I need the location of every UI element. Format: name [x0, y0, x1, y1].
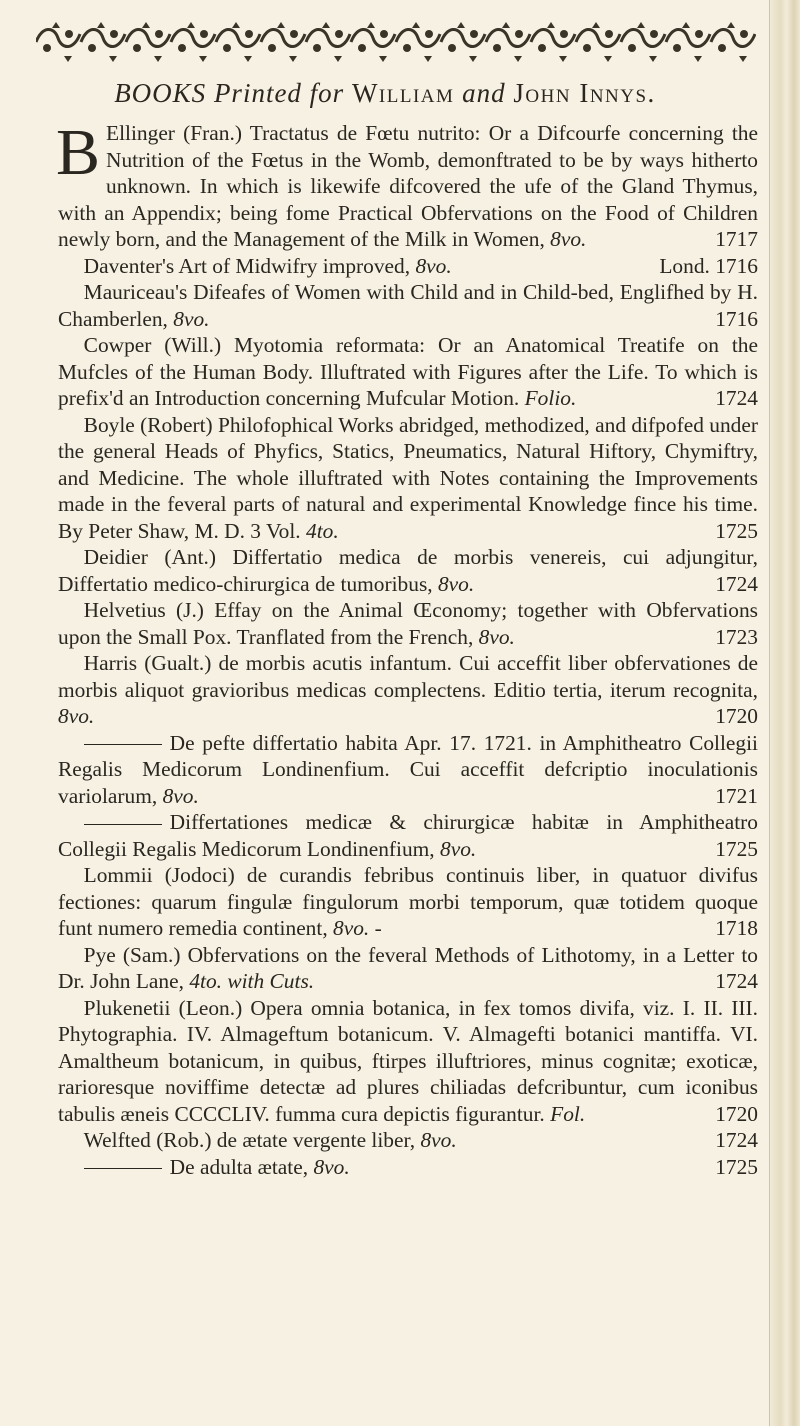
- book-entry: Boyle (Robert) Philofophical Works abridged, methodized, and difpofed under the general Heads of Phyfics, Statics, Pneumatics, Natural Hiftory, Chymiftry, and Medicine. The whole illuftrated with Notes containing the Improvements made in the feveral parts of natural and experimental Knowledge fince his time. By Peter Shaw, M. D. 3 Vol. 4to. 1725: [58, 412, 758, 543]
- book-entry: Welfted (Rob.) de ætate vergente liber, 8vo. 1724: [83, 1128, 758, 1152]
- ornament-border: [36, 20, 756, 64]
- book-entry: Plukenetii (Leon.) Opera omnia botanica, in fex tomos divifa, viz. I. II. III. Phytographia. IV. Almageftum botanicum. V. Almagefti botanici mantiffa. VI. Amaltheum botanicum, in quibus, ftirpes illuftriores, minus cognitæ; exoticæ, rarioresque noviffime detectæ ad plures chiliadas defcribuntur, cum iconibus tabulis æneis CCCCLIV. fumma cura depictis figurantur. Fol. 1720: [58, 995, 758, 1126]
- book-entry: Deidier (Ant.) Differtatio medica de morbis venereis, cui adjungitur, Differtatio medico-chirurgica de tumoribus, 8vo. 1724: [58, 545, 758, 596]
- book-entry: Lommii (Jodoci) de curandis febribus continuis liber, in quatuor divifus fectiones: quarum fingulæ fingulorum morbi temporum, quæ totidem quoque funt numero remedia continent, 8vo. - 1718: [58, 863, 758, 940]
- ditto-dash: [84, 1168, 162, 1169]
- book-entry: Cowper (Will.) Myotomia reformata: Or an Anatomical Treatife on the Mufcles of the Human Body. Illuftrated with Figures after the Life. To which is prefix'd an Introduction concerning Mufcular Motion. Folio. 1724: [58, 333, 758, 410]
- book-entry: Differtationes medicæ & chirurgicæ habitæ in Amphitheatro Collegii Regalis Medicorum Londinenfium, 8vo. 1725: [58, 810, 758, 861]
- book-entry: B Ellinger (Fran.) Tractatus de Fœtu nutrito: Or a Difcourfe concerning the Nutrition of the Fœtus in the Womb, demonftrated to be by ways hitherto unknown. In which is likewife difcovered the ufe of the Gland Thymus, with an Appendix; being fome Practical Obfervations on the Food of Children newly born, and the Management of the Milk in Women, 8vo. 1717: [56, 116, 758, 251]
- book-entry: Mauriceau's Difeafes of Women with Child and in Child-bed, Englifhed by H. Chamberlen, 8vo. 1716: [58, 280, 758, 331]
- book-entry: Harris (Gualt.) de morbis acutis infantum. Cui acceffit liber obfervationes de morbis aliquot gravioribus medicas complectens. Editio tertia, iterum recognita, 8vo. 1720: [58, 651, 758, 728]
- book-entry: Pye (Sam.) Obfervations on the feveral Methods of Lithotomy, in a Letter to Dr. John Lane, 4to. with Cuts. 1724: [58, 942, 758, 993]
- book-entry: Helvetius (J.) Effay on the Animal Œconomy; together with Obfervations upon the Small Pox. Tranflated from the French, 8vo. 1723: [58, 598, 758, 649]
- page-edge: [769, 0, 800, 1426]
- book-entry: De pefte differtatio habita Apr. 17. 1721. in Amphitheatro Collegii Regalis Medicorum Londinenfium. Cui acceffit defcriptio inoculationis variolarum, 8vo. 1721: [58, 730, 758, 808]
- heading-books: BOOKS: [114, 78, 207, 108]
- heading-john: John Innys.: [513, 78, 656, 108]
- book-list: [56, 116, 758, 1180]
- heading-and: and: [462, 78, 506, 108]
- drop-cap: B: [56, 116, 101, 189]
- ditto-dash: [84, 824, 162, 825]
- ditto-dash: [84, 744, 162, 745]
- heading-william: William: [351, 78, 455, 108]
- book-entry: De adulta ætate, 8vo. 1725: [58, 1154, 758, 1181]
- heading-printed-for: Printed for: [213, 78, 345, 108]
- page-heading: [0, 78, 770, 109]
- book-entry: Daventer's Art of Midwifry improved, 8vo. Lond. 1716: [83, 253, 758, 278]
